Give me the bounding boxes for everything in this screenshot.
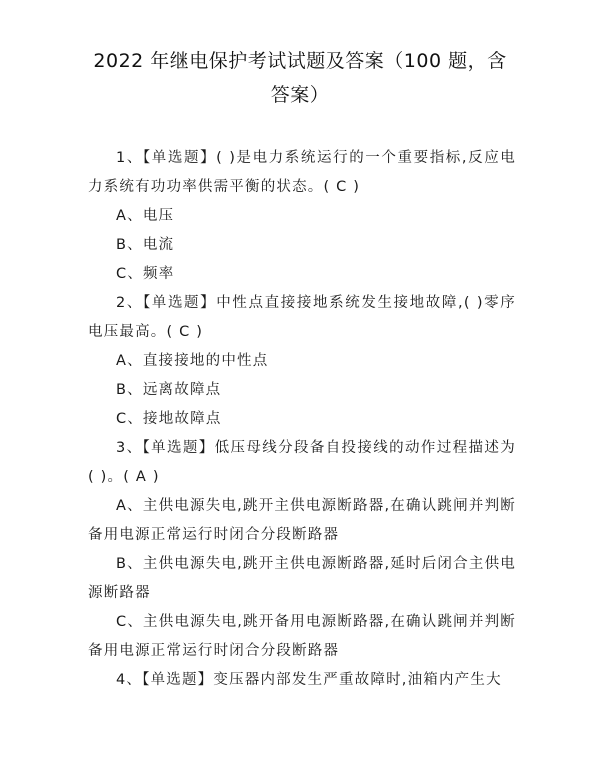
option-c: C、接地故障点 — [116, 411, 222, 427]
question-1 — [88, 144, 516, 289]
question-stem: 1、【单选题】( )是电力系统运行的一个重要指标,反应电力系统有功功率供需平衡的状态。( C ) — [88, 150, 516, 195]
question-2 — [88, 289, 516, 434]
question-3 — [88, 434, 516, 666]
option-b: B、主供电源失电,跳开主供电源断路器,延时后闭合主供电源断路器 — [88, 556, 516, 601]
document-title: 2022 年继电保护考试试题及答案（100 题，含答案） — [93, 50, 507, 106]
question-stem: 3、【单选题】低压母线分段备自投接线的动作过程描述为( )。( A ) — [88, 440, 516, 485]
option-a: A、直接接地的中性点 — [116, 353, 269, 369]
option-b: B、电流 — [116, 237, 175, 253]
document-body — [88, 144, 516, 695]
option-c: C、频率 — [116, 266, 175, 282]
question-4 — [88, 666, 516, 695]
option-a: A、电压 — [116, 208, 175, 224]
option-a: A、主供电源失电,跳开主供电源断路器,在确认跳闸并判断备用电源正常运行时闭合分段断路器 — [88, 498, 516, 543]
option-b: B、远离故障点 — [116, 382, 222, 398]
question-stem: 4、【单选题】变压器内部发生严重故障时,油箱内产生大 — [116, 672, 502, 688]
question-stem: 2、【单选题】中性点直接接地系统发生接地故障,( )零序电压最高。( C ) — [88, 295, 516, 340]
option-c: C、主供电源失电,跳开备用电源断路器,在确认跳闸并判断备用电源正常运行时闭合分段断路器 — [88, 614, 516, 659]
